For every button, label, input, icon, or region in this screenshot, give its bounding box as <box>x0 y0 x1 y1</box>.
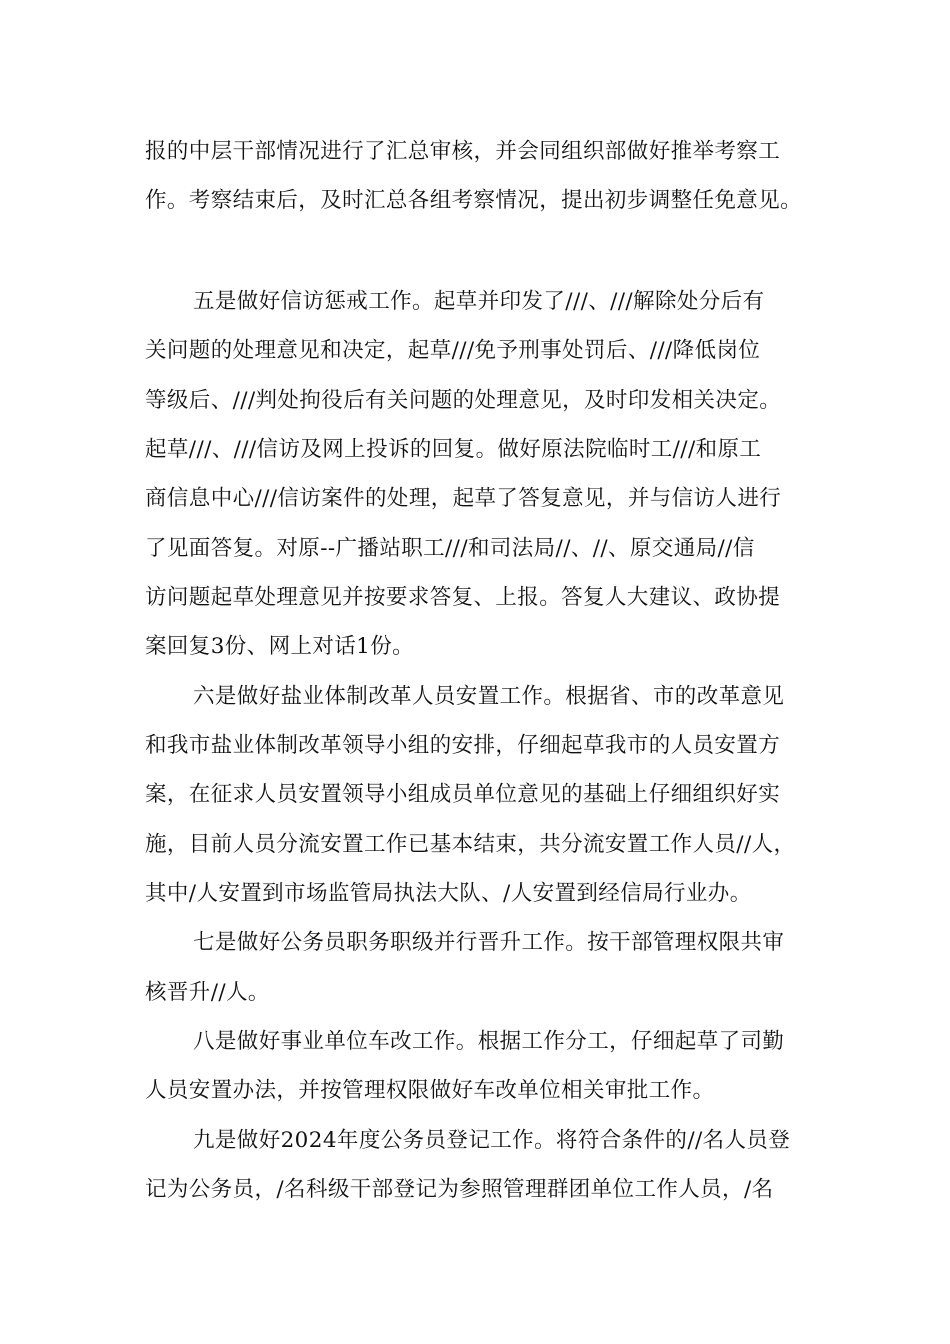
text-line: 和我市盐业体制改革领导小组的安排，仔细起草我市的人员安置方 <box>145 733 781 758</box>
paragraph-9-start: 九是做好2024年度公务员登记工作。将符合条件的//名人员登 <box>193 1128 791 1153</box>
text-line: 作。考察结束后，及时汇总各组考察情况，提出初步调整任免意见。 <box>145 188 803 213</box>
paragraph-8-start: 八是做好事业单位车改工作。根据工作分工，仔细起草了司勤 <box>193 1029 785 1054</box>
text-line: 等级后、///判处拘役后有关问题的处理意见，及时印发相关决定。 <box>145 388 782 413</box>
text-line: 记为公务员，/名科级干部登记为参照管理群团单位工作人员，/名 <box>145 1177 774 1202</box>
text-line: 案回复3份、网上对话1份。 <box>145 634 415 659</box>
text-line: 案，在征求人员安置领导小组成员单位意见的基础上仔细组织好实 <box>145 782 781 807</box>
text-line: 起草///、///信访及网上投诉的回复。做好原法院临时工///和原工 <box>145 437 762 462</box>
paragraph-6-start: 六是做好盐业体制改革人员安置工作。根据省、市的改革意见 <box>193 684 785 709</box>
text-line: 关问题的处理意见和决定，起草///免予刑事处罚后、///降低岗位 <box>145 338 761 363</box>
text-line: 人员安置办法，并按管理权限做好车改单位相关审批工作。 <box>145 1078 715 1103</box>
text-line: 其中/人安置到市场监管局执法大队、/人安置到经信局行业办。 <box>145 881 752 906</box>
paragraph-5-start: 五是做好信访惩戒工作。起草并印发了///、///解除处分后有 <box>193 289 765 314</box>
text-line: 核晋升//人。 <box>145 980 270 1005</box>
text-line: 了见面答复。对原--广播站职工///和司法局//、//、原交通局//信 <box>145 536 755 561</box>
text-line: 报的中层干部情况进行了汇总审核，并会同组织部做好推举考察工 <box>145 139 781 164</box>
text-line: 施，目前人员分流安置工作已基本结束，共分流安置工作人员//人， <box>145 832 796 857</box>
paragraph-7-start: 七是做好公务员职务职级并行晋升工作。按干部管理权限共审 <box>193 930 785 955</box>
text-line: 商信息中心///信访案件的处理，起草了答复意见，并与信访人进行 <box>145 486 782 511</box>
text-line: 访问题起草处理意见并按要求答复、上报。答复人大建议、政协提 <box>145 585 781 610</box>
